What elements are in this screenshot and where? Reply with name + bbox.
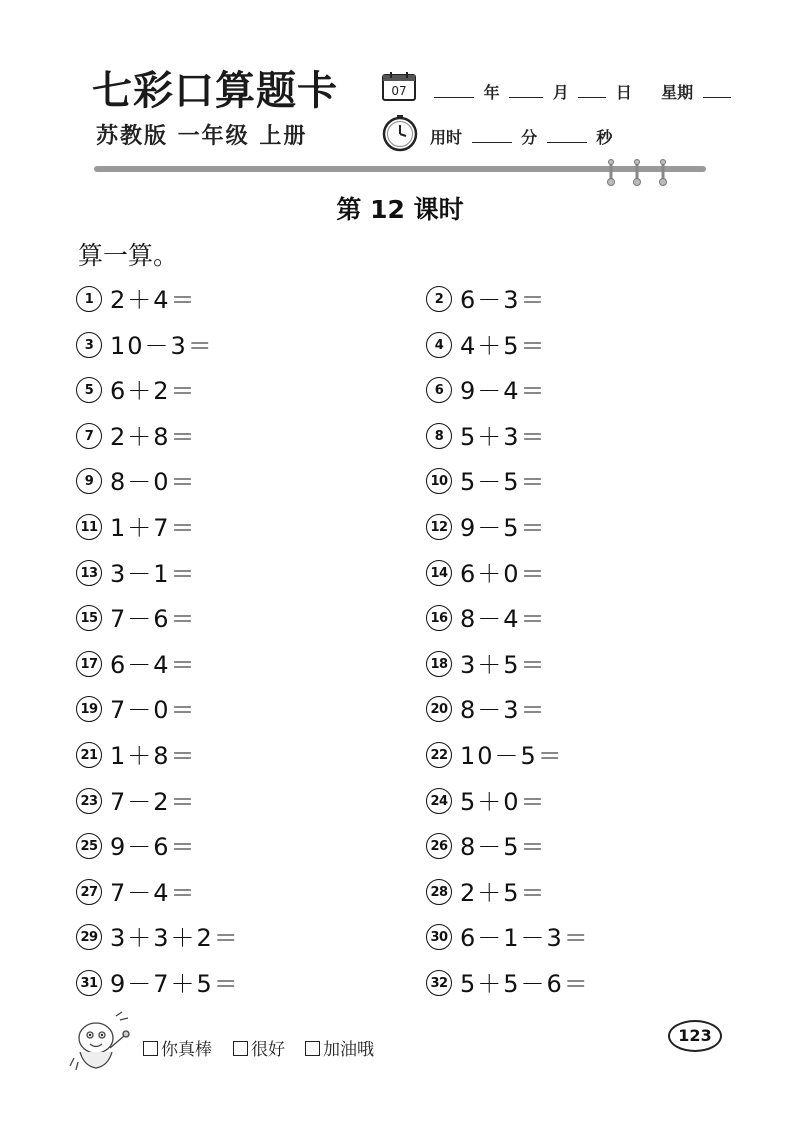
problem-expression: 8－4＝ <box>460 605 547 634</box>
problem-expression: 8－5＝ <box>460 833 547 862</box>
problem-item <box>426 650 547 680</box>
problem-number: 5 <box>76 377 102 403</box>
problem-expression: 6＋2＝ <box>110 377 197 406</box>
rating-label: 很好 <box>251 1040 285 1060</box>
problem-expression: 9－6＝ <box>110 833 197 862</box>
problem-expression: 8－0＝ <box>110 468 197 497</box>
problem-number: 3 <box>76 332 102 358</box>
problem-item <box>76 376 197 406</box>
problem-number: 4 <box>426 332 452 358</box>
problem-expression: 7－6＝ <box>110 605 197 634</box>
problem-item <box>76 650 197 680</box>
problem-item <box>76 331 214 361</box>
problem-item <box>426 376 547 406</box>
month-label: 月 <box>552 83 569 102</box>
problem-number: 21 <box>76 742 102 768</box>
problem-expression: 2＋8＝ <box>110 422 197 451</box>
problem-number: 8 <box>426 423 452 449</box>
problem-number: 31 <box>76 970 102 996</box>
problem-expression: 5＋5－6＝ <box>460 970 590 998</box>
problem-number: 10 <box>426 468 452 494</box>
brand-title: 七彩口算题卡 <box>92 68 338 114</box>
problem-expression: 2＋4＝ <box>110 286 197 314</box>
page-number: 123 <box>668 1020 722 1052</box>
rating-label: 加油哦 <box>323 1040 374 1060</box>
calendar-icon <box>381 70 417 102</box>
rating-option-good[interactable] <box>233 1035 285 1060</box>
problem-expression: 9－7＋5＝ <box>110 970 240 998</box>
problem-number: 25 <box>76 833 102 859</box>
problem-item <box>426 832 547 862</box>
second-label: 秒 <box>596 128 613 147</box>
problem-expression: 3－1＝ <box>110 559 197 588</box>
problem-expression: 8－3＝ <box>460 696 547 725</box>
problem-item <box>76 422 197 452</box>
problem-expression: 3＋3＋2＝ <box>110 924 240 953</box>
problem-number: 13 <box>76 560 102 586</box>
problem-item <box>426 467 547 497</box>
problem-number: 14 <box>426 560 452 586</box>
problem-expression: 9－5＝ <box>460 514 547 542</box>
problem-number: 12 <box>426 514 452 540</box>
problem-item <box>426 604 547 634</box>
time-used-label: 用时 <box>430 128 463 147</box>
rating-checkbox[interactable] <box>233 1041 248 1056</box>
problem-item <box>76 832 197 862</box>
problem-item <box>426 422 547 452</box>
problem-item <box>76 559 197 589</box>
problem-item <box>76 467 197 497</box>
problem-number: 1 <box>76 286 102 312</box>
day-label: 日 <box>615 83 632 102</box>
problem-expression: 2＋5＝ <box>460 878 547 907</box>
problem-item <box>76 604 197 634</box>
problem-expression: 5－5＝ <box>460 468 547 497</box>
problem-expression: 6－3＝ <box>460 286 547 314</box>
problem-item <box>426 513 547 543</box>
problem-expression: 3＋5＝ <box>460 650 547 679</box>
rating-option-great[interactable] <box>143 1035 212 1060</box>
problem-item <box>76 878 197 908</box>
day-blank[interactable] <box>578 83 606 98</box>
problem-item <box>76 285 197 315</box>
problem-item <box>76 695 197 725</box>
rating-label: 你真棒 <box>161 1040 212 1060</box>
problem-expression: 4＋5＝ <box>460 331 547 360</box>
rating-option-keep-going[interactable] <box>305 1035 374 1060</box>
rating-checkbox[interactable] <box>143 1041 158 1056</box>
year-label: 年 <box>483 83 500 102</box>
problem-item <box>426 741 564 771</box>
rating-checkbox[interactable] <box>305 1041 320 1056</box>
weekday-label: 星期 <box>661 83 694 102</box>
brand-logo <box>92 68 357 114</box>
problem-expression: 7－4＝ <box>110 878 197 907</box>
problem-number: 29 <box>76 924 102 950</box>
problem-item <box>76 969 240 999</box>
mascot-icon <box>66 1008 136 1072</box>
weekday-blank[interactable] <box>703 83 731 98</box>
month-blank[interactable] <box>509 83 543 98</box>
problem-number: 24 <box>426 788 452 814</box>
problem-expression: 9－4＝ <box>460 377 547 406</box>
second-blank[interactable] <box>547 128 587 143</box>
minute-label: 分 <box>521 128 538 147</box>
problem-number: 18 <box>426 651 452 677</box>
instruction: 算一算。 <box>78 241 179 270</box>
problem-number: 15 <box>76 605 102 631</box>
problem-number: 17 <box>76 651 102 677</box>
problem-expression: 7－2＝ <box>110 787 197 816</box>
problem-item <box>426 878 547 908</box>
problem-item <box>426 787 547 817</box>
problem-item <box>76 741 197 771</box>
date-fill-line <box>430 80 735 103</box>
problem-item <box>426 969 590 999</box>
problem-expression: 6－4＝ <box>110 650 197 679</box>
lesson-title: 第 12 课时 <box>336 195 464 224</box>
problem-item <box>76 787 197 817</box>
problem-number: 27 <box>76 879 102 905</box>
problem-expression: 5＋0＝ <box>460 787 547 816</box>
problem-item <box>76 513 197 543</box>
problem-number: 30 <box>426 924 452 950</box>
problem-expression: 6－1－3＝ <box>460 924 590 953</box>
edition-label: 苏教版 一年级 上册 <box>96 124 308 149</box>
problem-number: 11 <box>76 514 102 540</box>
problem-number: 22 <box>426 742 452 768</box>
problem-number: 6 <box>426 377 452 403</box>
problem-expression: 1＋7＝ <box>110 514 197 542</box>
calendar-day: 07 <box>391 84 407 98</box>
problem-number: 32 <box>426 970 452 996</box>
problem-item <box>426 331 547 361</box>
problem-expression: 1＋8＝ <box>110 742 197 770</box>
problem-expression: 6＋0＝ <box>460 559 547 588</box>
year-blank[interactable] <box>434 83 474 98</box>
problem-number: 23 <box>76 788 102 814</box>
problem-number: 2 <box>426 286 452 312</box>
problem-number: 28 <box>426 879 452 905</box>
problem-expression: 5＋3＝ <box>460 422 547 451</box>
problem-expression: 7－0＝ <box>110 696 197 725</box>
problem-number: 19 <box>76 696 102 722</box>
problem-number: 20 <box>426 696 452 722</box>
problem-item <box>426 923 590 953</box>
time-fill-line <box>430 125 612 148</box>
problem-expression: 10－5＝ <box>460 742 564 770</box>
binder-rings-icon <box>600 158 680 186</box>
problem-number: 26 <box>426 833 452 859</box>
problem-number: 9 <box>76 468 102 494</box>
minute-blank[interactable] <box>472 128 512 143</box>
clock-icon <box>381 114 419 152</box>
problem-item <box>426 695 547 725</box>
problem-item <box>426 559 547 589</box>
problem-number: 16 <box>426 605 452 631</box>
problem-number: 7 <box>76 423 102 449</box>
problem-item <box>76 923 240 953</box>
problem-item <box>426 285 547 315</box>
problem-expression: 10－3＝ <box>110 331 214 360</box>
